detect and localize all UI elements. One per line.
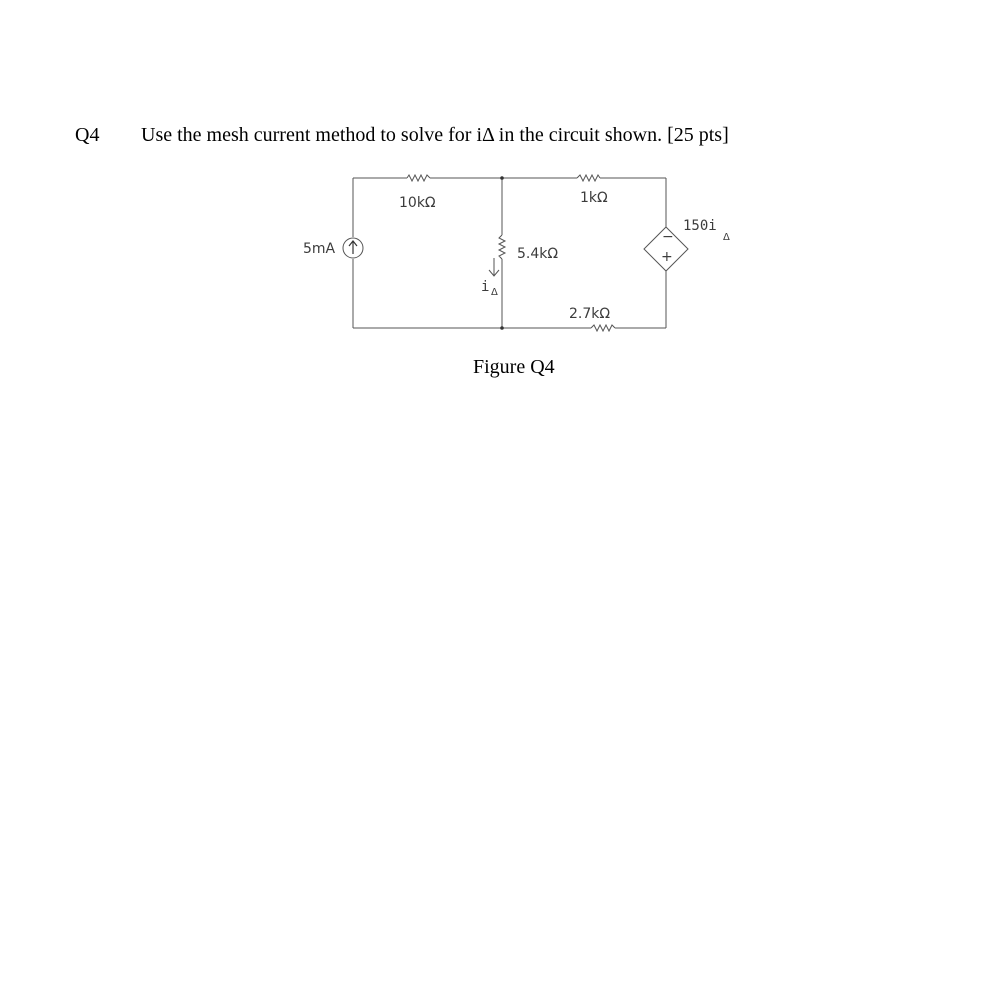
question-number: Q4 bbox=[75, 124, 100, 146]
dependent-source-minus: − bbox=[662, 229, 674, 245]
r-top-left-label: 10kΩ bbox=[399, 195, 436, 211]
dependent-source-subscript: Δ bbox=[723, 232, 730, 243]
resistor-5-4k bbox=[499, 235, 505, 259]
r-middle-label: 5.4kΩ bbox=[517, 246, 559, 262]
dependent-source-plus: + bbox=[661, 249, 673, 265]
figure-caption: Figure Q4 bbox=[473, 356, 555, 378]
source-label: 5mA bbox=[303, 241, 336, 257]
node-dot-top bbox=[500, 176, 504, 180]
resistor-10k bbox=[407, 175, 430, 181]
up-arrow-icon bbox=[349, 241, 357, 254]
resistor-1k bbox=[577, 175, 600, 181]
circuit-figure bbox=[295, 165, 755, 345]
resistor-2-7k bbox=[591, 325, 615, 331]
current-label: i bbox=[481, 279, 490, 295]
r-bottom-right-label: 2.7kΩ bbox=[569, 306, 611, 322]
question-text: Use the mesh current method to solve for iΔ in the circuit shown. [25 pts] bbox=[141, 124, 729, 146]
node-dot-bottom bbox=[500, 326, 504, 330]
current-subscript: Δ bbox=[491, 287, 498, 298]
dependent-source-label: 150i bbox=[683, 218, 717, 234]
circuit-diagram bbox=[295, 165, 755, 345]
r-top-right-label: 1kΩ bbox=[580, 190, 608, 206]
